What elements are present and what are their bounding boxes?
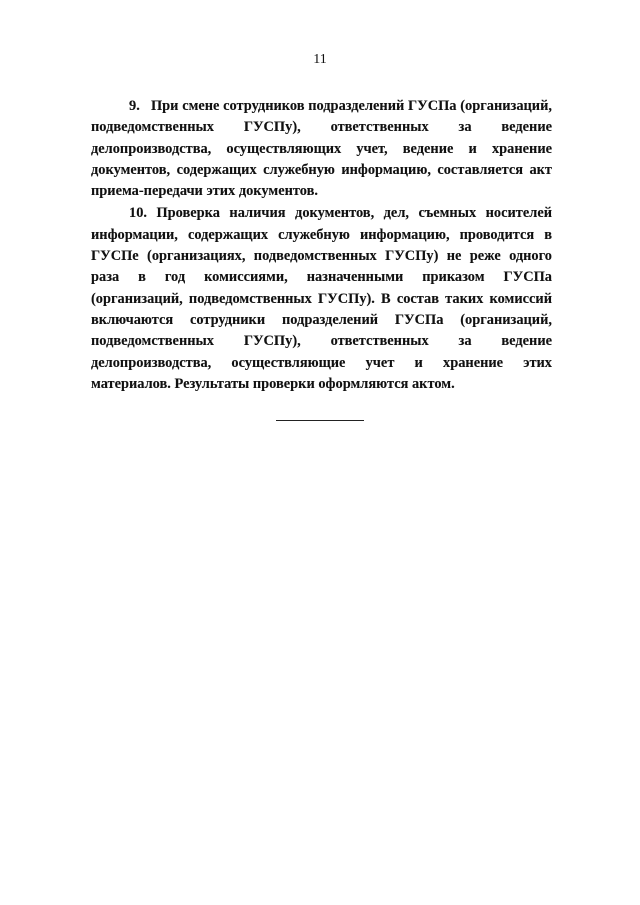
paragraph-9: 9. При смене сотрудников подразделений ГУСПа (организаций, подведомственных ГУСПу), ответственных за ведение делопроизводства, осуществляющих учет, ведение и хранение документов, содержащих служебную информацию, составляется акт приема-передачи этих документов. <box>91 98 552 200</box>
end-of-text-divider <box>276 420 364 421</box>
paragraph-10: 10. Проверка наличия документов, дел, съемных носителей информации, содержащих служебную информацию, проводится в ГУСПе (организациях, подведомственных ГУСПу) не реже одного раза в год комиссиями, назначенными приказом ГУСПа (организаций, подведомственных ГУСПу). В состав таких комиссий включаются сотрудники подразделений ГУСПа (организаций, подведомственных ГУСПу), ответственных за ведение делопроизводства, осуществляющие учет и хранение этих материалов. Результаты проверки оформляются актом. <box>91 205 552 392</box>
page-number: 11 <box>313 52 327 67</box>
document-body <box>91 96 552 395</box>
